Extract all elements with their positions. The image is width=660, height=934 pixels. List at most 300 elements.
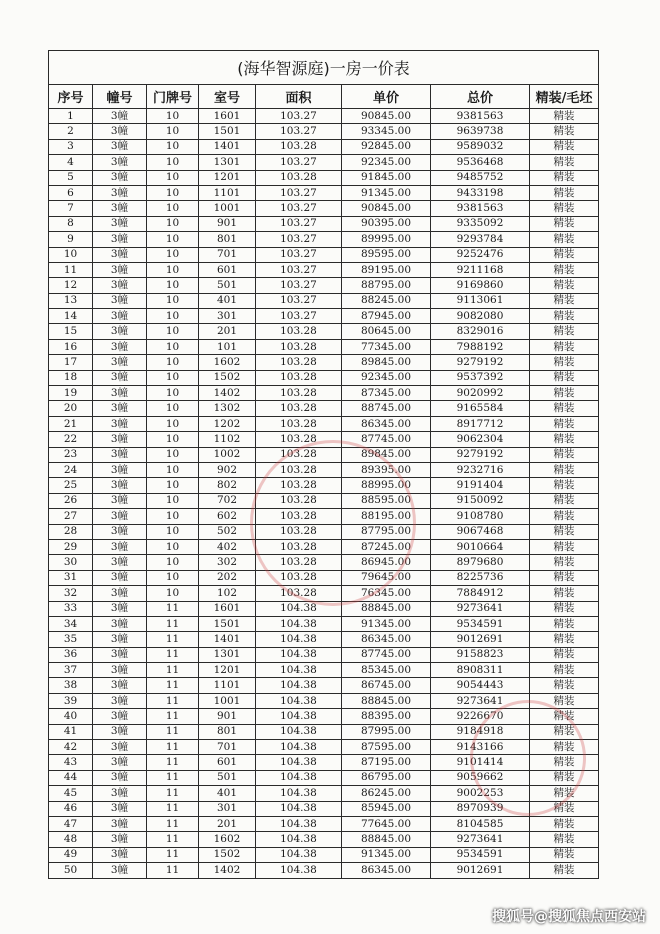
cell-index: 25	[49, 478, 93, 493]
cell-index: 47	[49, 816, 93, 831]
cell-building: 3幢	[93, 309, 147, 324]
cell-door-number: 10	[147, 493, 199, 508]
cell-door-number: 10	[147, 262, 199, 277]
cell-total-price: 9165584	[431, 401, 530, 416]
cell-building: 3幢	[93, 170, 147, 185]
cell-area: 103.28	[256, 447, 342, 462]
cell-total-price: 9537392	[431, 370, 530, 385]
cell-building: 3幢	[93, 355, 147, 370]
cell-unit-price: 77345.00	[342, 339, 431, 354]
cell-index: 20	[49, 401, 93, 416]
cell-finish: 精装	[530, 601, 599, 616]
column-header-unit-price: 单价	[342, 85, 431, 109]
cell-room: 202	[199, 570, 256, 585]
cell-door-number: 10	[147, 355, 199, 370]
cell-total-price: 9279192	[431, 447, 530, 462]
cell-total-price: 9059662	[431, 770, 530, 785]
cell-room: 902	[199, 462, 256, 477]
cell-area: 103.28	[256, 339, 342, 354]
cell-area: 103.27	[256, 278, 342, 293]
table-row	[49, 755, 599, 770]
price-table	[48, 50, 599, 879]
cell-building: 3幢	[93, 278, 147, 293]
table-row	[49, 601, 599, 616]
cell-index: 28	[49, 524, 93, 539]
cell-index: 33	[49, 601, 93, 616]
cell-door-number: 11	[147, 724, 199, 739]
cell-finish: 精装	[530, 509, 599, 524]
cell-unit-price: 88795.00	[342, 278, 431, 293]
cell-unit-price: 89845.00	[342, 447, 431, 462]
table-body	[49, 109, 599, 879]
cell-finish: 精装	[530, 262, 599, 277]
cell-unit-price: 77645.00	[342, 816, 431, 831]
table-row	[49, 401, 599, 416]
cell-finish: 精装	[530, 155, 599, 170]
cell-unit-price: 91345.00	[342, 185, 431, 200]
cell-index: 23	[49, 447, 93, 462]
cell-finish: 精装	[530, 370, 599, 385]
cell-room: 102	[199, 586, 256, 601]
cell-room: 901	[199, 709, 256, 724]
cell-door-number: 11	[147, 801, 199, 816]
table-row	[49, 801, 599, 816]
cell-finish: 精装	[530, 462, 599, 477]
cell-area: 104.38	[256, 678, 342, 693]
cell-door-number: 10	[147, 324, 199, 339]
cell-area: 103.27	[256, 155, 342, 170]
cell-finish: 精装	[530, 201, 599, 216]
cell-building: 3幢	[93, 693, 147, 708]
cell-index: 49	[49, 847, 93, 862]
cell-building: 3幢	[93, 740, 147, 755]
cell-index: 5	[49, 170, 93, 185]
cell-unit-price: 88595.00	[342, 493, 431, 508]
header-row	[49, 85, 599, 109]
cell-index: 15	[49, 324, 93, 339]
table-row	[49, 586, 599, 601]
cell-total-price: 9101414	[431, 755, 530, 770]
cell-door-number: 11	[147, 863, 199, 878]
table-row	[49, 447, 599, 462]
cell-room: 1401	[199, 632, 256, 647]
cell-unit-price: 87795.00	[342, 524, 431, 539]
cell-index: 42	[49, 740, 93, 755]
cell-total-price: 9150092	[431, 493, 530, 508]
cell-index: 13	[49, 293, 93, 308]
cell-area: 104.38	[256, 601, 342, 616]
cell-door-number: 10	[147, 232, 199, 247]
cell-unit-price: 87745.00	[342, 647, 431, 662]
cell-door-number: 10	[147, 416, 199, 431]
cell-building: 3幢	[93, 709, 147, 724]
table-row	[49, 524, 599, 539]
cell-door-number: 10	[147, 278, 199, 293]
cell-finish: 精装	[530, 232, 599, 247]
cell-building: 3幢	[93, 216, 147, 231]
cell-total-price: 9232716	[431, 462, 530, 477]
cell-room: 701	[199, 740, 256, 755]
cell-total-price: 8225736	[431, 570, 530, 585]
cell-total-price: 9010664	[431, 539, 530, 554]
cell-index: 44	[49, 770, 93, 785]
table-row	[49, 170, 599, 185]
column-header-room: 室号	[199, 85, 256, 109]
cell-room: 1402	[199, 386, 256, 401]
cell-finish: 精装	[530, 539, 599, 554]
cell-unit-price: 88845.00	[342, 601, 431, 616]
cell-door-number: 11	[147, 678, 199, 693]
cell-door-number: 10	[147, 109, 199, 124]
cell-unit-price: 88195.00	[342, 509, 431, 524]
cell-finish: 精装	[530, 816, 599, 831]
cell-total-price: 8329016	[431, 324, 530, 339]
cell-room: 1102	[199, 432, 256, 447]
cell-building: 3幢	[93, 847, 147, 862]
cell-unit-price: 89195.00	[342, 262, 431, 277]
cell-area: 104.38	[256, 786, 342, 801]
cell-index: 16	[49, 339, 93, 354]
cell-total-price: 9534591	[431, 616, 530, 631]
cell-total-price: 9381563	[431, 109, 530, 124]
cell-area: 103.27	[256, 216, 342, 231]
cell-room: 201	[199, 816, 256, 831]
cell-room: 1201	[199, 663, 256, 678]
cell-finish: 精装	[530, 386, 599, 401]
cell-index: 4	[49, 155, 93, 170]
cell-building: 3幢	[93, 570, 147, 585]
cell-room: 201	[199, 324, 256, 339]
cell-total-price: 9012691	[431, 632, 530, 647]
cell-total-price: 9113061	[431, 293, 530, 308]
cell-index: 12	[49, 278, 93, 293]
cell-room: 1501	[199, 124, 256, 139]
cell-room: 801	[199, 232, 256, 247]
cell-room: 1401	[199, 139, 256, 154]
cell-area: 103.28	[256, 386, 342, 401]
table-row	[49, 786, 599, 801]
column-header-finish: 精装/毛坯	[530, 85, 599, 109]
table-row	[49, 462, 599, 477]
cell-unit-price: 89595.00	[342, 247, 431, 262]
cell-index: 14	[49, 309, 93, 324]
cell-door-number: 10	[147, 462, 199, 477]
table-row	[49, 232, 599, 247]
cell-building: 3幢	[93, 524, 147, 539]
cell-building: 3幢	[93, 555, 147, 570]
table-row	[49, 216, 599, 231]
watermark: 搜狐号@搜狐焦点西安站	[492, 909, 646, 925]
cell-room: 402	[199, 539, 256, 554]
cell-area: 103.28	[256, 570, 342, 585]
cell-index: 6	[49, 185, 93, 200]
table-row	[49, 185, 599, 200]
cell-room: 702	[199, 493, 256, 508]
cell-door-number: 10	[147, 201, 199, 216]
table-row	[49, 724, 599, 739]
table-row	[49, 663, 599, 678]
cell-unit-price: 90845.00	[342, 109, 431, 124]
cell-finish: 精装	[530, 493, 599, 508]
cell-area: 103.28	[256, 555, 342, 570]
table-row	[49, 570, 599, 585]
cell-unit-price: 85345.00	[342, 663, 431, 678]
cell-finish: 精装	[530, 170, 599, 185]
cell-area: 103.27	[256, 293, 342, 308]
cell-room: 601	[199, 755, 256, 770]
cell-index: 8	[49, 216, 93, 231]
cell-finish: 精装	[530, 724, 599, 739]
cell-room: 302	[199, 555, 256, 570]
cell-area: 103.28	[256, 416, 342, 431]
cell-index: 36	[49, 647, 93, 662]
cell-area: 104.38	[256, 832, 342, 847]
cell-total-price: 9273641	[431, 693, 530, 708]
cell-building: 3幢	[93, 447, 147, 462]
column-header-area: 面积	[256, 85, 342, 109]
cell-area: 103.27	[256, 309, 342, 324]
cell-unit-price: 87745.00	[342, 432, 431, 447]
cell-area: 103.27	[256, 232, 342, 247]
cell-finish: 精装	[530, 570, 599, 585]
cell-finish: 精装	[530, 647, 599, 662]
cell-building: 3幢	[93, 185, 147, 200]
cell-area: 103.28	[256, 401, 342, 416]
cell-finish: 精装	[530, 216, 599, 231]
cell-area: 103.28	[256, 478, 342, 493]
cell-total-price: 9062304	[431, 432, 530, 447]
cell-area: 104.38	[256, 647, 342, 662]
cell-finish: 精装	[530, 401, 599, 416]
cell-unit-price: 86345.00	[342, 863, 431, 878]
cell-index: 22	[49, 432, 93, 447]
cell-room: 1501	[199, 616, 256, 631]
cell-unit-price: 87595.00	[342, 740, 431, 755]
cell-index: 27	[49, 509, 93, 524]
cell-building: 3幢	[93, 201, 147, 216]
cell-building: 3幢	[93, 632, 147, 647]
cell-room: 1602	[199, 832, 256, 847]
cell-total-price: 9335092	[431, 216, 530, 231]
cell-finish: 精装	[530, 632, 599, 647]
table-row	[49, 616, 599, 631]
cell-area: 104.38	[256, 863, 342, 878]
cell-unit-price: 76345.00	[342, 586, 431, 601]
cell-building: 3幢	[93, 509, 147, 524]
table-row	[49, 432, 599, 447]
table-row	[49, 478, 599, 493]
cell-unit-price: 89845.00	[342, 355, 431, 370]
table-row	[49, 293, 599, 308]
cell-building: 3幢	[93, 232, 147, 247]
cell-building: 3幢	[93, 324, 147, 339]
cell-unit-price: 91345.00	[342, 847, 431, 862]
cell-building: 3幢	[93, 462, 147, 477]
cell-total-price: 9485752	[431, 170, 530, 185]
cell-room: 901	[199, 216, 256, 231]
cell-room: 1301	[199, 647, 256, 662]
cell-total-price: 9108780	[431, 509, 530, 524]
cell-room: 1101	[199, 678, 256, 693]
table-row	[49, 247, 599, 262]
cell-unit-price: 86345.00	[342, 416, 431, 431]
cell-unit-price: 92345.00	[342, 370, 431, 385]
cell-total-price: 9589032	[431, 139, 530, 154]
cell-total-price: 9012691	[431, 863, 530, 878]
cell-door-number: 10	[147, 478, 199, 493]
cell-unit-price: 79645.00	[342, 570, 431, 585]
cell-building: 3幢	[93, 247, 147, 262]
cell-building: 3幢	[93, 539, 147, 554]
cell-finish: 精装	[530, 616, 599, 631]
cell-door-number: 11	[147, 632, 199, 647]
cell-total-price: 7988192	[431, 339, 530, 354]
cell-finish: 精装	[530, 124, 599, 139]
cell-unit-price: 87945.00	[342, 309, 431, 324]
cell-index: 39	[49, 693, 93, 708]
cell-building: 3幢	[93, 801, 147, 816]
cell-area: 103.27	[256, 109, 342, 124]
cell-total-price: 9279192	[431, 355, 530, 370]
table-row	[49, 539, 599, 554]
cell-unit-price: 88995.00	[342, 478, 431, 493]
cell-index: 26	[49, 493, 93, 508]
cell-total-price: 9273641	[431, 832, 530, 847]
cell-room: 501	[199, 770, 256, 785]
cell-index: 41	[49, 724, 93, 739]
cell-unit-price: 88745.00	[342, 401, 431, 416]
cell-unit-price: 87995.00	[342, 724, 431, 739]
cell-building: 3幢	[93, 616, 147, 631]
cell-area: 104.38	[256, 693, 342, 708]
cell-index: 30	[49, 555, 93, 570]
cell-room: 1502	[199, 370, 256, 385]
cell-room: 1101	[199, 185, 256, 200]
cell-index: 9	[49, 232, 93, 247]
cell-area: 103.27	[256, 201, 342, 216]
cell-area: 103.27	[256, 262, 342, 277]
cell-building: 3幢	[93, 109, 147, 124]
table-row	[49, 309, 599, 324]
cell-index: 35	[49, 632, 93, 647]
cell-area: 104.38	[256, 740, 342, 755]
cell-door-number: 10	[147, 247, 199, 262]
cell-door-number: 11	[147, 816, 199, 831]
cell-unit-price: 86945.00	[342, 555, 431, 570]
cell-room: 1001	[199, 201, 256, 216]
title-row	[49, 51, 599, 85]
cell-index: 38	[49, 678, 93, 693]
cell-total-price: 9020992	[431, 386, 530, 401]
cell-finish: 精装	[530, 293, 599, 308]
cell-finish: 精装	[530, 555, 599, 570]
cell-total-price: 9158823	[431, 647, 530, 662]
cell-finish: 精装	[530, 247, 599, 262]
table-row	[49, 863, 599, 878]
cell-finish: 精装	[530, 309, 599, 324]
cell-finish: 精装	[530, 678, 599, 693]
cell-door-number: 10	[147, 124, 199, 139]
cell-room: 1202	[199, 416, 256, 431]
cell-unit-price: 89395.00	[342, 462, 431, 477]
cell-area: 104.38	[256, 616, 342, 631]
cell-finish: 精装	[530, 447, 599, 462]
cell-door-number: 10	[147, 170, 199, 185]
table-row	[49, 816, 599, 831]
cell-total-price: 9002253	[431, 786, 530, 801]
table-row	[49, 709, 599, 724]
cell-index: 50	[49, 863, 93, 878]
cell-total-price: 9639738	[431, 124, 530, 139]
cell-area: 103.28	[256, 324, 342, 339]
cell-door-number: 10	[147, 509, 199, 524]
cell-building: 3幢	[93, 832, 147, 847]
cell-index: 48	[49, 832, 93, 847]
cell-index: 1	[49, 109, 93, 124]
cell-area: 104.38	[256, 801, 342, 816]
cell-total-price: 9067468	[431, 524, 530, 539]
table-row	[49, 201, 599, 216]
cell-door-number: 11	[147, 847, 199, 862]
cell-building: 3幢	[93, 293, 147, 308]
table-row	[49, 124, 599, 139]
table-row	[49, 386, 599, 401]
cell-door-number: 10	[147, 185, 199, 200]
cell-unit-price: 92845.00	[342, 139, 431, 154]
cell-door-number: 10	[147, 339, 199, 354]
cell-area: 103.28	[256, 539, 342, 554]
cell-door-number: 11	[147, 740, 199, 755]
cell-area: 103.28	[256, 139, 342, 154]
cell-room: 1201	[199, 170, 256, 185]
page-title: (海华智源庭)一房一价表	[49, 51, 599, 85]
cell-finish: 精装	[530, 663, 599, 678]
cell-room: 1602	[199, 355, 256, 370]
cell-room: 1601	[199, 109, 256, 124]
cell-door-number: 11	[147, 693, 199, 708]
cell-finish: 精装	[530, 755, 599, 770]
table-row	[49, 693, 599, 708]
cell-index: 46	[49, 801, 93, 816]
cell-unit-price: 89995.00	[342, 232, 431, 247]
table-row	[49, 509, 599, 524]
cell-room: 801	[199, 724, 256, 739]
cell-area: 103.28	[256, 586, 342, 601]
table-row	[49, 832, 599, 847]
cell-door-number: 11	[147, 786, 199, 801]
cell-total-price: 9054443	[431, 678, 530, 693]
cell-room: 802	[199, 478, 256, 493]
cell-building: 3幢	[93, 401, 147, 416]
cell-room: 1002	[199, 447, 256, 462]
cell-building: 3幢	[93, 386, 147, 401]
table-row	[49, 139, 599, 154]
table-row	[49, 770, 599, 785]
cell-building: 3幢	[93, 786, 147, 801]
cell-room: 701	[199, 247, 256, 262]
cell-total-price: 9211168	[431, 262, 530, 277]
cell-finish: 精装	[530, 416, 599, 431]
cell-finish: 精装	[530, 863, 599, 878]
cell-door-number: 10	[147, 370, 199, 385]
cell-total-price: 9273641	[431, 601, 530, 616]
cell-index: 43	[49, 755, 93, 770]
cell-finish: 精装	[530, 139, 599, 154]
cell-finish: 精装	[530, 355, 599, 370]
cell-area: 103.27	[256, 247, 342, 262]
cell-unit-price: 91345.00	[342, 616, 431, 631]
cell-area: 104.38	[256, 816, 342, 831]
